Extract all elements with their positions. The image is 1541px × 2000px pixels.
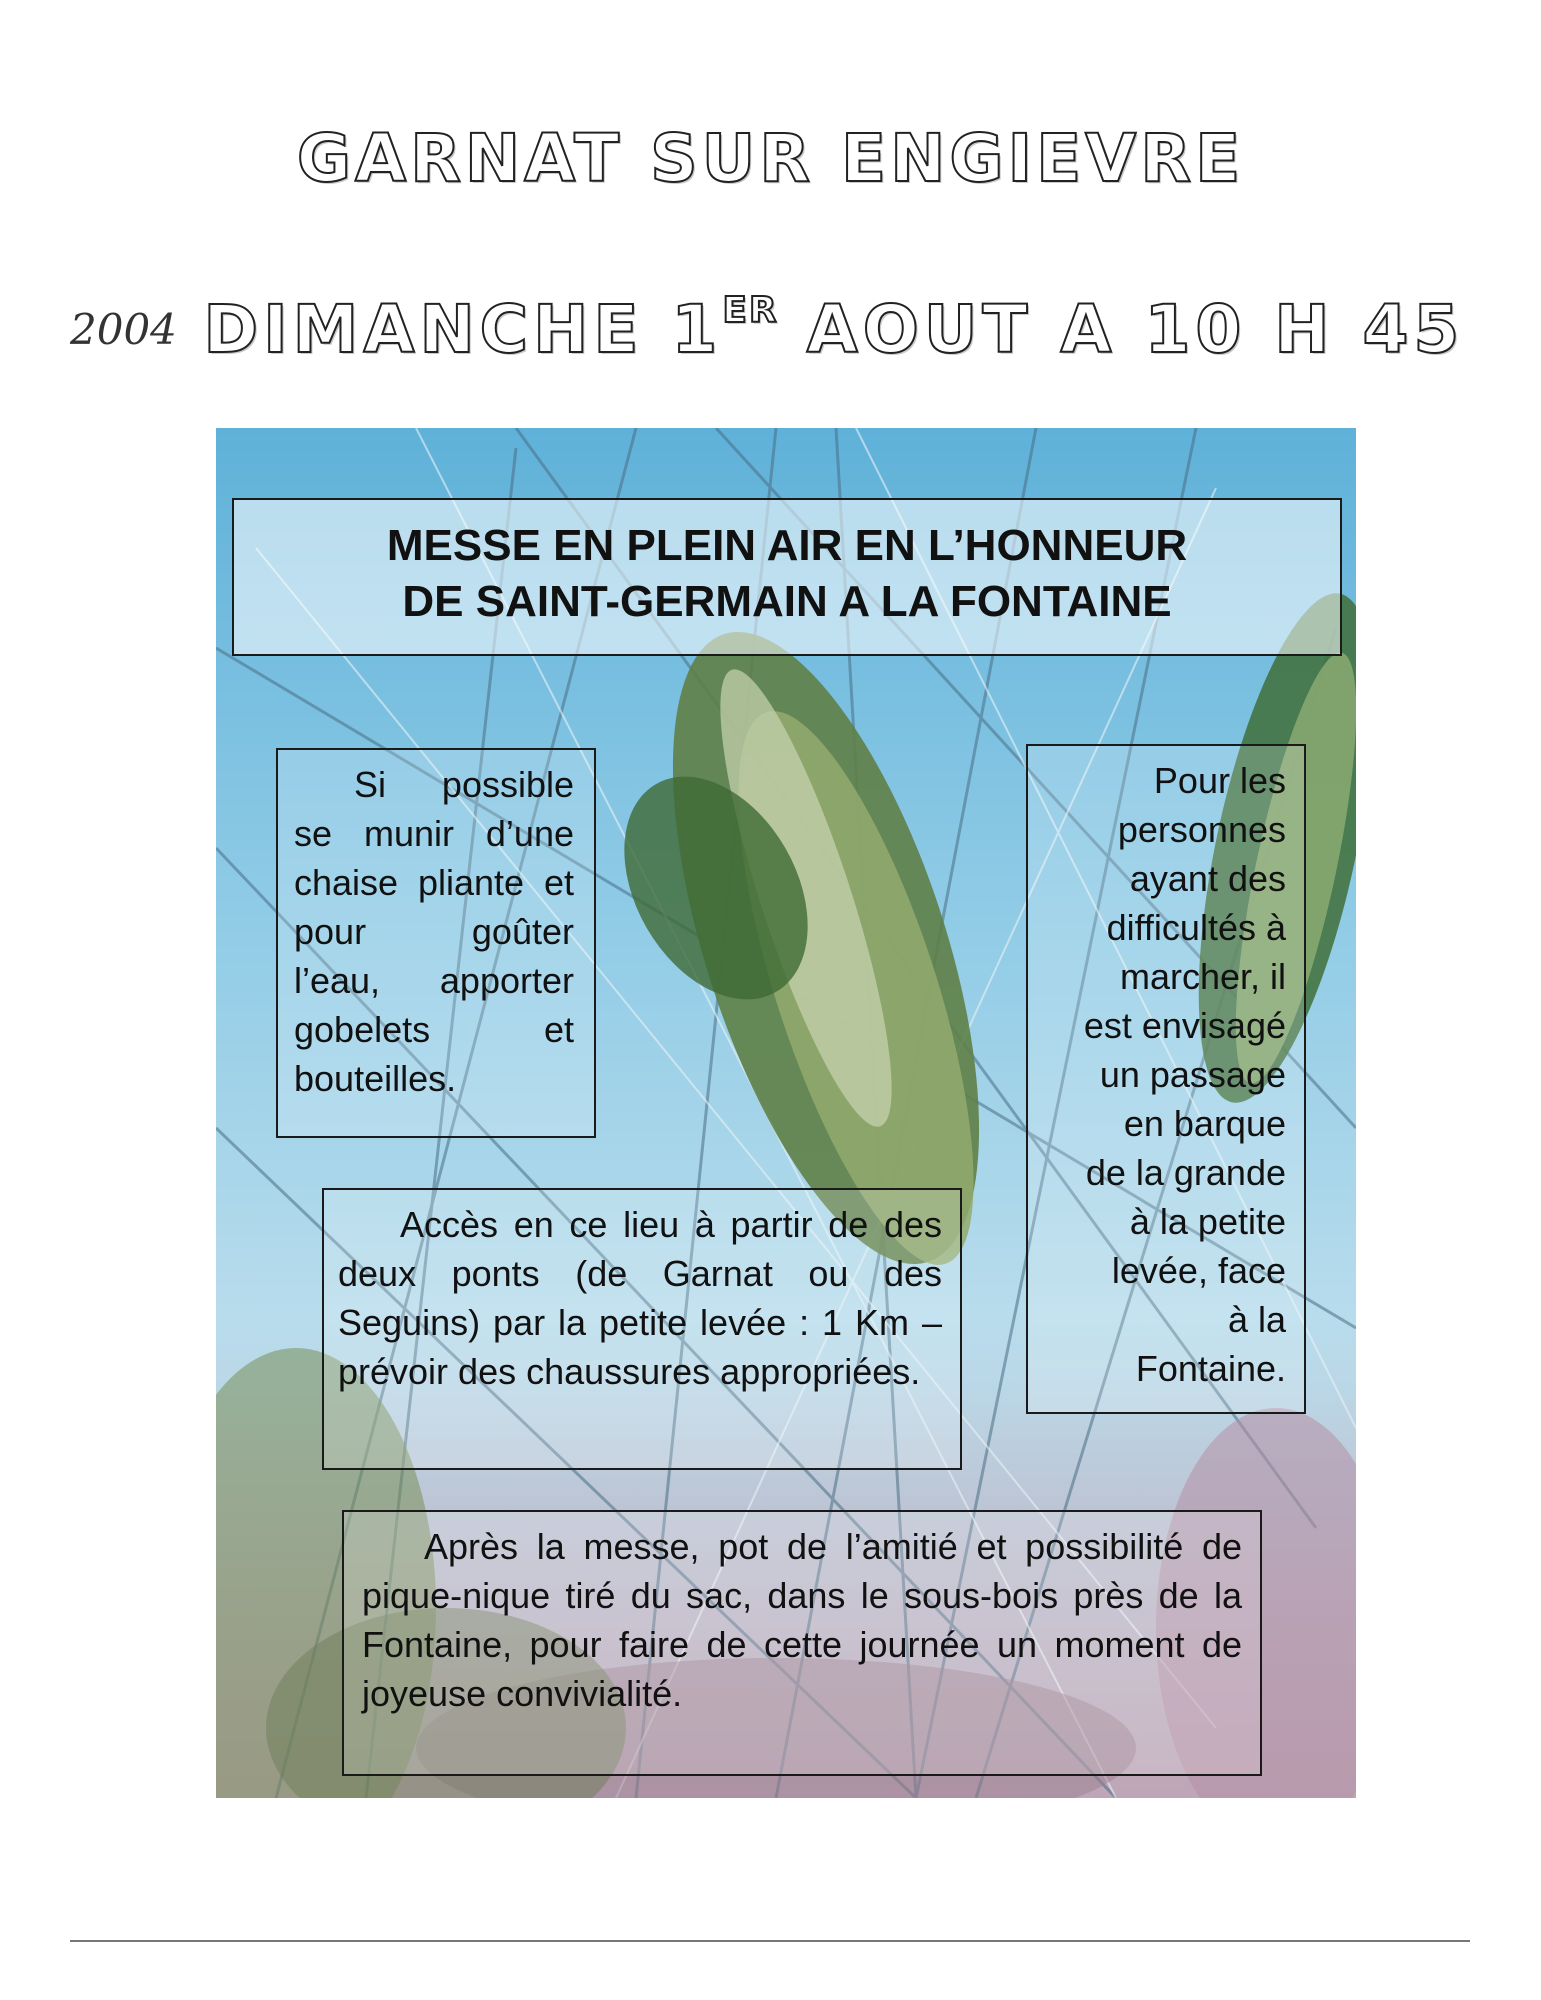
boat-line: ayant des <box>1129 858 1286 899</box>
date-ordinal: ER <box>722 290 779 331</box>
date-main: DIMANCHE 1 <box>203 291 723 368</box>
boat-line: un passage <box>1099 1054 1286 1095</box>
boat-line: à la <box>1227 1299 1286 1340</box>
boat-line: à la petite <box>1129 1201 1286 1242</box>
chair-advice-text: Si possible se munir d’une chaise pliante et pour goûter l’eau, apporter gobelets et bouteilles. <box>294 764 574 1099</box>
boat-line: personnes <box>1117 809 1286 850</box>
footer-divider <box>70 1940 1470 1942</box>
boat-line: levée, face <box>1111 1250 1286 1291</box>
wheat-poster <box>216 428 1356 1798</box>
boat-line: de la grande <box>1085 1152 1286 1193</box>
boat-line: en barque <box>1123 1103 1286 1144</box>
headline-box <box>232 498 1342 656</box>
boat-line: difficultés à <box>1106 907 1286 948</box>
boat-line: Fontaine. <box>1135 1348 1286 1389</box>
access-info-text: Accès en ce lieu à partir de des deux ponts (de Garnat ou des Seguins) par la petite levée : 1 Km – prévoir des chaussures appropriées. <box>338 1204 942 1392</box>
after-mass-text: Après la messe, pot de l’amitié et possibilité de pique-nique tiré du sac, dans le sous-bois près de la Fontaine, pour faire de cette journée un moment de joyeuse convivialité. <box>362 1526 1242 1714</box>
boat-line: marcher, il <box>1119 956 1286 997</box>
boat-line: Pour les <box>1153 760 1286 801</box>
date-line <box>70 290 1465 368</box>
event-date <box>203 290 1464 368</box>
handwritten-year: 2004 <box>70 304 177 354</box>
chair-advice-box <box>276 748 596 1138</box>
boat-line: est envisagé <box>1083 1005 1286 1046</box>
town-title: GARNAT SUR ENGIEVRE <box>296 120 1245 197</box>
headline-line-1: MESSE EN PLEIN AIR EN L’HONNEUR <box>386 521 1188 570</box>
boat-passage-box <box>1026 744 1306 1414</box>
after-mass-box <box>342 1510 1262 1776</box>
headline-line-2: DE SAINT-GERMAIN A LA FONTAINE <box>402 577 1172 626</box>
date-rest: AOUT A 10 H 45 <box>778 291 1465 368</box>
access-info-box <box>322 1188 962 1470</box>
